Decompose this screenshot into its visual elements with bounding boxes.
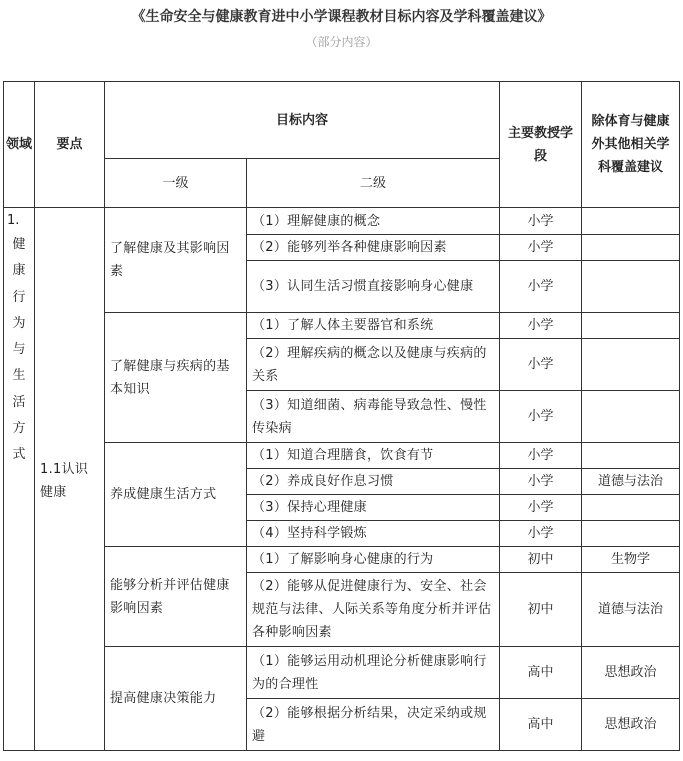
domain-name-char: 方 — [12, 421, 26, 437]
coverage-cell: 思想政治 — [582, 647, 680, 699]
stage-cell: 小学 — [500, 469, 582, 495]
coverage-cell: 生物学 — [582, 547, 680, 573]
domain-name-char: 生 — [12, 368, 26, 384]
stage-cell: 小学 — [500, 521, 582, 547]
level2-cell: （2）能够从促进健康行为、安全、社会规范与法律、人际关系等角度分析并评估各种影响因素 — [247, 573, 500, 647]
level2-cell: （1）了解人体主要器官和系统 — [247, 313, 500, 339]
stage-cell: 小学 — [500, 313, 582, 339]
stage-cell: 高中 — [500, 699, 582, 751]
domain-name-char: 健 — [12, 237, 26, 252]
level2-cell: （1）了解影响身心健康的行为 — [247, 547, 500, 573]
header-level1: 一级 — [105, 159, 247, 208]
coverage-cell — [582, 235, 680, 261]
header-stage: 主要教授学段 — [500, 82, 582, 208]
level1-cell: 能够分析并评估健康影响因素 — [105, 547, 247, 647]
level2-cell: （2）养成良好作息习惯 — [247, 469, 500, 495]
coverage-cell — [582, 391, 680, 443]
stage-cell: 小学 — [500, 443, 582, 469]
coverage-cell — [582, 443, 680, 469]
domain-name-char: 康 — [12, 263, 26, 279]
stage-cell: 小学 — [500, 261, 582, 313]
level2-cell: （3）保持心理健康 — [247, 495, 500, 521]
level2-cell: （1）能够运用动机理论分析健康影响行为的合理性 — [247, 647, 500, 699]
level2-cell: （3）知道细菌、病毒能导致急性、慢性传染病 — [247, 391, 500, 443]
stage-cell: 小学 — [500, 235, 582, 261]
level2-cell: （1）知道合理膳食，饮食有节 — [247, 443, 500, 469]
coverage-cell — [582, 313, 680, 339]
domain-name-char: 式 — [12, 447, 26, 463]
coverage-cell — [582, 208, 680, 235]
level2-cell: （2）理解疾病的概念以及健康与疾病的关系 — [247, 339, 500, 391]
stage-cell: 小学 — [500, 208, 582, 235]
key-point-cell: 1.1认识健康 — [35, 208, 105, 751]
domain-name-char: 活 — [12, 394, 26, 410]
domain-name-char: 与 — [12, 342, 26, 358]
level2-cell: （1）理解健康的概念 — [247, 208, 500, 235]
domain-number: 1. — [7, 213, 20, 228]
level1-cell: 了解健康与疾病的基本知识 — [105, 313, 247, 443]
level2-cell: （2）能够根据分析结果，决定采纳或规避 — [247, 699, 500, 751]
table-row — [4, 647, 680, 699]
domain-name-char: 为 — [12, 315, 26, 331]
stage-cell: 小学 — [500, 339, 582, 391]
goal-content-table — [3, 81, 680, 751]
page-title: 《生命安全与健康教育进中小学课程教材目标内容及学科覆盖建议》 — [131, 9, 552, 25]
coverage-cell: 道德与法治 — [582, 469, 680, 495]
coverage-cell — [582, 261, 680, 313]
coverage-cell — [582, 339, 680, 391]
coverage-cell: 道德与法治 — [582, 573, 680, 647]
table-row — [4, 547, 680, 573]
level2-cell: （3）认同生活习惯直接影响身心健康 — [247, 261, 500, 313]
page-subtitle: （部分内容） — [305, 35, 378, 49]
domain-name-char: 行 — [12, 289, 26, 305]
level1-cell: 提高健康决策能力 — [105, 647, 247, 751]
stage-cell: 初中 — [500, 547, 582, 573]
header-goal-content: 目标内容 — [105, 82, 500, 159]
stage-cell: 高中 — [500, 647, 582, 699]
level2-cell: （2）能够列举各种健康影响因素 — [247, 235, 500, 261]
stage-cell: 初中 — [500, 573, 582, 647]
level1-cell: 了解健康及其影响因素 — [105, 208, 247, 313]
coverage-cell — [582, 521, 680, 547]
header-coverage: 除体育与健康外其他相关学科覆盖建议 — [582, 82, 680, 208]
coverage-cell: 思想政治 — [582, 699, 680, 751]
level1-cell: 养成健康生活方式 — [105, 443, 247, 547]
stage-cell: 小学 — [500, 495, 582, 521]
coverage-cell — [582, 495, 680, 521]
level2-cell: （4）坚持科学锻炼 — [247, 521, 500, 547]
table-row — [4, 313, 680, 339]
header-level2: 二级 — [247, 159, 500, 208]
table-row — [4, 208, 680, 235]
header-key-point: 要点 — [35, 82, 105, 208]
domain-cell — [4, 208, 35, 751]
stage-cell: 小学 — [500, 391, 582, 443]
table-row — [4, 443, 680, 469]
header-domain: 领域 — [4, 82, 35, 208]
